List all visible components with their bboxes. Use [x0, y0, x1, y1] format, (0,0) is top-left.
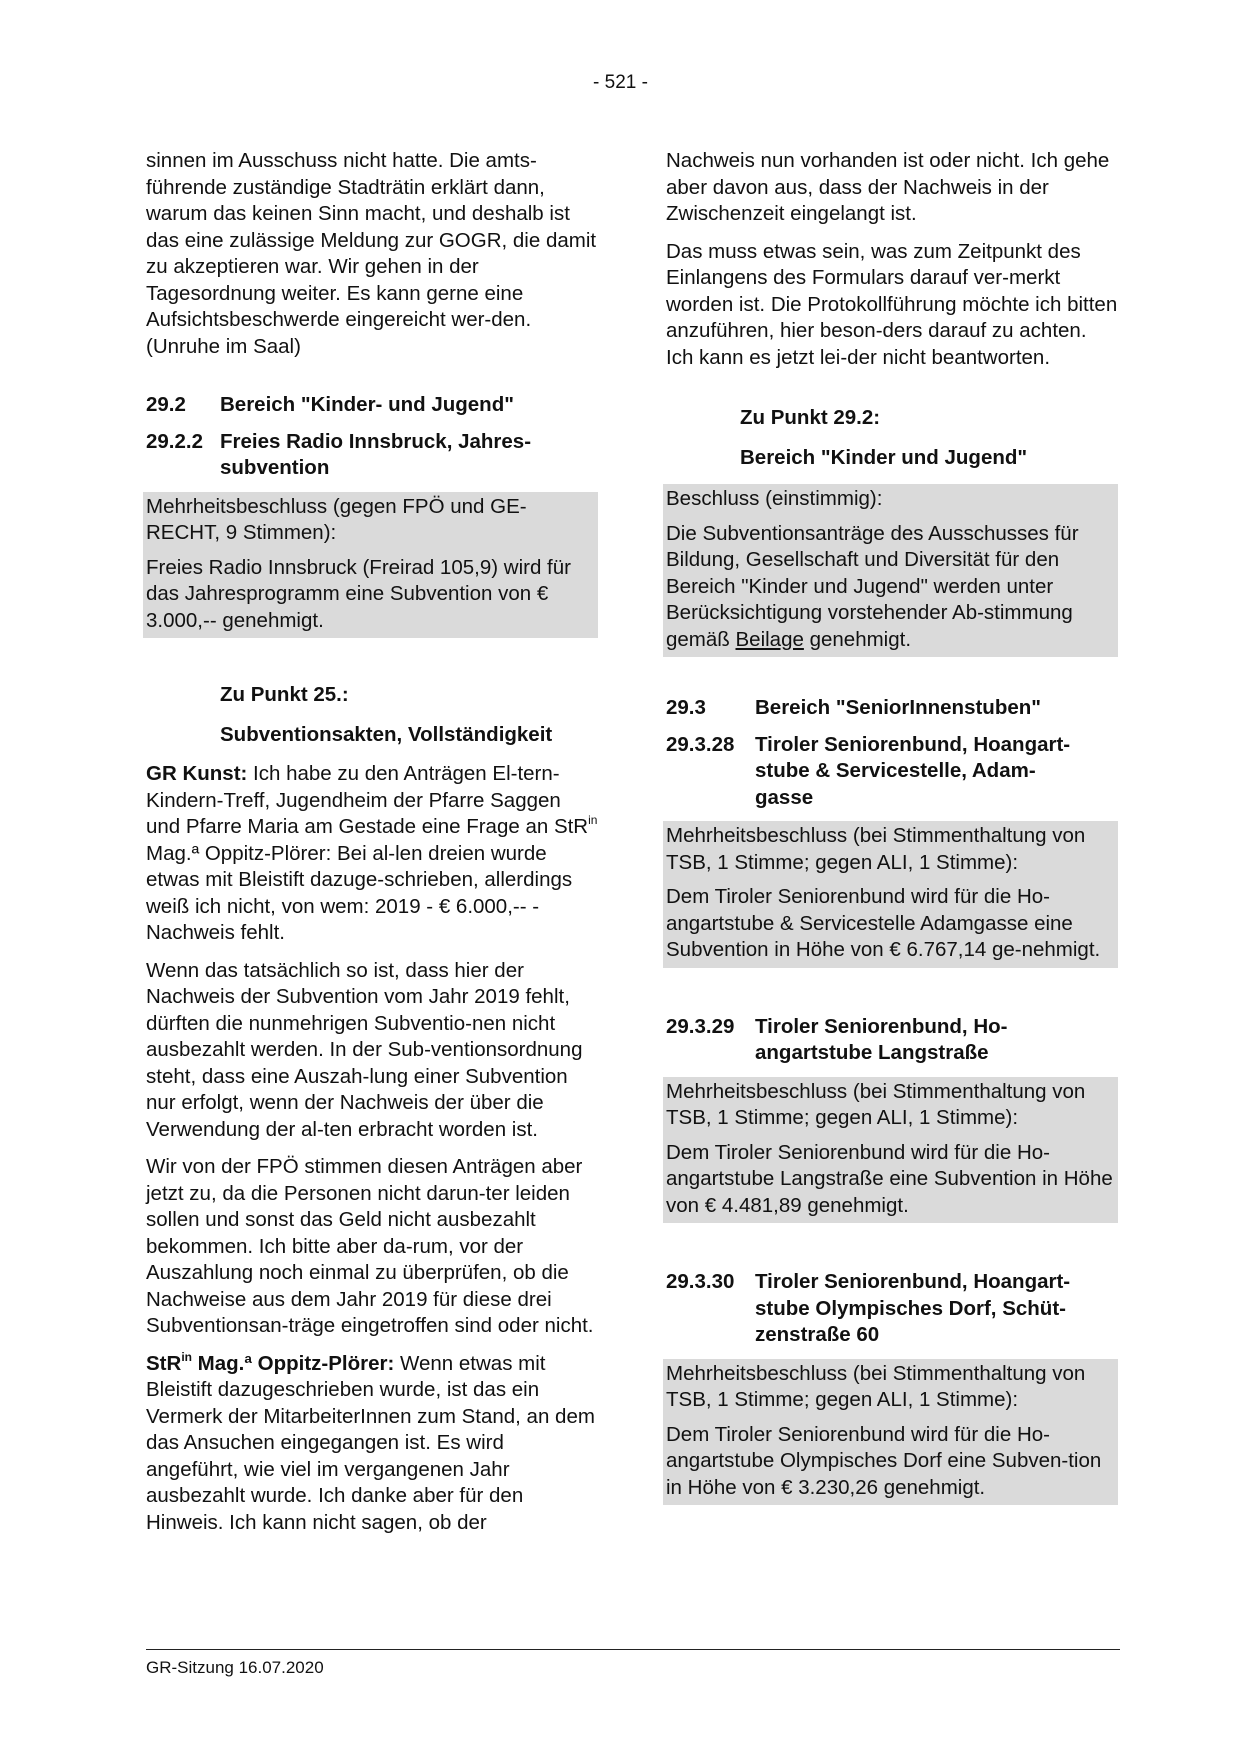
- speech-text: Ich habe zu den Anträgen El-tern-Kindern-Treff, Jugendheim der Pfarre Saggen und Pfarre Maria am Gestade eine Frage an StR: [146, 762, 589, 838]
- resolution-vote: Beschluss (einstimmig):: [666, 487, 883, 510]
- right-column: [666, 148, 1118, 1505]
- section-number: 29.3.30: [666, 1270, 735, 1293]
- paragraph-wenn: Wenn das tatsächlich so ist, dass hier der Nachweis der Subvention vom Jahr 2019 fehlt, dürften die nunmehrigen Subventio-nen nicht ausbezahlt werden. In der Sub-ventionsordnung steht, dass eine Auszah-lung einer Subvention nur erfolgt, wenn der Nachweis der über die Verwendung der al-ten erbracht worden ist.: [146, 958, 583, 1141]
- section-heading-29-2: [146, 392, 598, 419]
- section-title: Tiroler Seniorenbund, Hoangart-stube & Servicestelle, Adam-gasse: [755, 732, 1071, 809]
- section-title: Tiroler Seniorenbund, Hoangart-stube Olympisches Dorf, Schüt-zenstraße 60: [755, 1270, 1071, 1346]
- resolution-box: [663, 1077, 1118, 1224]
- section-number: 29.2: [146, 393, 186, 416]
- speaker-name: GR Kunst:: [146, 762, 248, 785]
- footer-divider: [146, 1649, 1120, 1650]
- section-number: 29.3: [666, 696, 706, 719]
- resolution-text: Dem Tiroler Seniorenbund wird für die Ho-angartstube Langstraße eine Subvention in Höhe von € 4.481,89 genehmigt.: [666, 1140, 1113, 1217]
- speech-oppitz: [146, 1351, 598, 1537]
- paragraph-intro: sinnen im Ausschuss nicht hatte. Die amts-führende zuständige Stadträtin erklärt dann, warum das keinen Sinn macht, und deshalb ist das eine zulässige Meldung zur GOGR, die damit zu akzeptieren war. Wir gehen in der Tagesordnung weiter. Es kann gerne eine Aufsichtsbeschwerde eingereicht wer-den. (Unruhe im Saal): [146, 149, 597, 358]
- page-number: - 521 -: [593, 72, 648, 93]
- section-heading-29-3: [666, 695, 1118, 722]
- beilage-link[interactable]: Beilage: [735, 627, 804, 651]
- footer-text: GR-Sitzung 16.07.2020: [146, 1658, 324, 1677]
- section-heading-29-3-29: [666, 1014, 1118, 1067]
- resolution-text: Dem Tiroler Seniorenbund wird für die Ho-angartstube Olympisches Dorf eine Subven-tion in Höhe von € 3.230,26 genehmigt.: [666, 1422, 1102, 1499]
- section-title: Freies Radio Innsbruck, Jahres-subvention: [220, 429, 532, 479]
- paragraph-continued: Nachweis nun vorhanden ist oder nicht. Ich gehe aber davon aus, dass der Nachweis in der Zwischenzeit eingelangt ist.: [666, 149, 1110, 225]
- speech-text: Mag.ª Oppitz-Plörer: Bei al-len dreien wurde etwas mit Bleistift dazuge-schrieben, allerdings weiß ich nicht, von wem: 2019 - € 6.000,-- - Nachweis fehlt.: [146, 841, 573, 944]
- speaker-name: StR$^{in}$ Mag.ª Oppitz-Plörer:: [146, 1349, 395, 1375]
- section-heading-29-2-2: [146, 429, 598, 482]
- section-title: Bereich "SeniorInnenstuben": [755, 696, 1041, 719]
- section-heading-29-3-30: [666, 1269, 1118, 1349]
- paragraph-protokoll: Das muss etwas sein, was zum Zeitpunkt des Einlangens des Formulars darauf ver-merkt worden ist. Die Protokollführung möchte ich bitten anzuführen, hier beson-ders darauf zu achten. Ich kann es jetzt lei-der nicht beantworten.: [666, 239, 1118, 369]
- section-number: 29.3.29: [666, 1014, 735, 1038]
- superscript: in: [588, 813, 598, 827]
- resolution-box: [663, 484, 1118, 657]
- resolution-box: [143, 492, 598, 639]
- section-title: Tiroler Seniorenbund, Ho-angartstube Langstraße: [755, 1014, 1008, 1064]
- resolution-vote: Mehrheitsbeschluss (bei Stimmenthaltung von TSB, 1 Stimme; gegen ALI, 1 Stimme):: [666, 824, 1086, 874]
- section-number: 29.2.2: [146, 429, 203, 453]
- resolution-text: Dem Tiroler Seniorenbund wird für die Ho-angartstube & Servicestelle Adamgasse eine Subvention in Höhe von € 6.767,14 ge-nehmigt.: [666, 885, 1101, 961]
- resolution-box: [663, 1359, 1118, 1506]
- resolution-text: Die Subventionsanträge des Ausschusses für Bildung, Gesellschaft und Diversität für den Bereich "Kinder und Jugend" werden unter Berücksichtigung vorstehender Ab-stimmung gemäß Beilage genehmigt.: [666, 521, 1079, 651]
- paragraph-wir: Wir von der FPÖ stimmen diesen Anträgen aber jetzt zu, da die Personen nicht darun-ter leiden sollen und sonst das Geld nicht ausbezahlt bekommen. Ich bitte aber da-rum, vor der Auszahlung noch einmal zu überprüfen, ob die Nachweise aus dem Jahr 2019 für diese drei Subventionsan-träge eingetroffen sind oder nicht.: [146, 1155, 594, 1337]
- agenda-item-subtitle: Subventionsakten, Vollständigkeit: [220, 722, 553, 746]
- resolution-vote: Mehrheitsbeschluss (bei Stimmenthaltung von TSB, 1 Stimme; gegen ALI, 1 Stimme):: [666, 1079, 1086, 1129]
- resolution-text: Freies Radio Innsbruck (Freirad 105,9) wird für das Jahresprogramm eine Subvention von € 3.000,-- genehmigt.: [146, 555, 571, 632]
- section-number: 29.3.28: [666, 732, 735, 756]
- section-heading-29-3-28: [666, 732, 1118, 812]
- speech-text: Wenn etwas mit Bleistift dazugeschrieben wurde, ist das ein Vermerk der MitarbeiterInnen zum Stand, an dem das Ansuchen eingegangen ist. Es wird angeführt, wie viel im vergangenen Jahr ausbezahlt wurde. Ich danke aber für den Hinweis. Ich kann nicht sagen, ob der: [146, 1351, 595, 1534]
- agenda-item-subtitle: Bereich "Kinder und Jugend": [740, 445, 1028, 469]
- resolution-box: [663, 821, 1118, 968]
- agenda-item-title: Zu Punkt 29.2:: [740, 406, 881, 429]
- section-title: Bereich "Kinder- und Jugend": [220, 393, 514, 416]
- resolution-vote: Mehrheitsbeschluss (bei Stimmenthaltung von TSB, 1 Stimme; gegen ALI, 1 Stimme):: [666, 1361, 1086, 1411]
- resolution-vote: Mehrheitsbeschluss (gegen FPÖ und GE-RECHT, 9 Stimmen):: [146, 494, 527, 544]
- speech-kunst: [146, 761, 598, 947]
- agenda-item-title: Zu Punkt 25.:: [220, 683, 349, 706]
- left-column: [146, 148, 598, 1547]
